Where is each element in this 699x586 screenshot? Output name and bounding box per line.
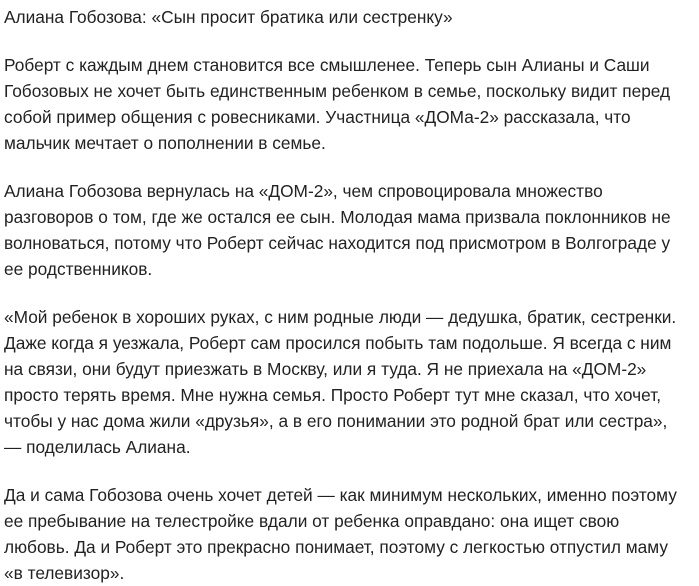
article-paragraph-3: «Мой ребенок в хороших руках, с ним родные люди — дедушка, братик, сестренки. Даже когда я уезжала, Роберт сам просился побыть там подольше. Я всегда с ним на связи, они будут приезжать в Москву, или я туда. Я не приехала на «ДОМ-2» просто терять время. Мне нужна семья. Просто Роберт тут мне сказал, что хочет, чтобы у нас дома жили «друзья», а в его понимании это родной брат или сестра», — поделилась Алиана. <box>4 307 677 457</box>
article-paragraph-2: Алиана Гобозова вернулась на «ДОМ-2», чем спровоцировала множество разговоров о том, где же остался ее сын. Молодая мама призвала поклонников не волноваться, потому что Роберт сейчас находится под присмотром в Волгограде у ее родственников. <box>4 181 671 279</box>
article-title: Алиана Гобозова: «Сын просит братика или сестренку» <box>4 7 453 27</box>
article-paragraph-4: Да и сама Гобозова очень хочет детей — как минимум нескольких, именно поэтому ее пребывание на телестройке вдали от ребенка оправдано: она ищет свою любовь. Да и Роберт это прекрасно понимает, поэтому с легкостью отпустил маму «в телевизор». <box>4 485 677 583</box>
article-paragraph-1: Роберт с каждым днем становится все смышленее. Теперь сын Алианы и Саши Гобозовых не хочет быть единственным ребенком в семье, поскольку видит перед собой пример общения с ровесниками. Участница «ДОМа-2» рассказала, что мальчик мечтает о пополнении в семье. <box>4 55 671 153</box>
